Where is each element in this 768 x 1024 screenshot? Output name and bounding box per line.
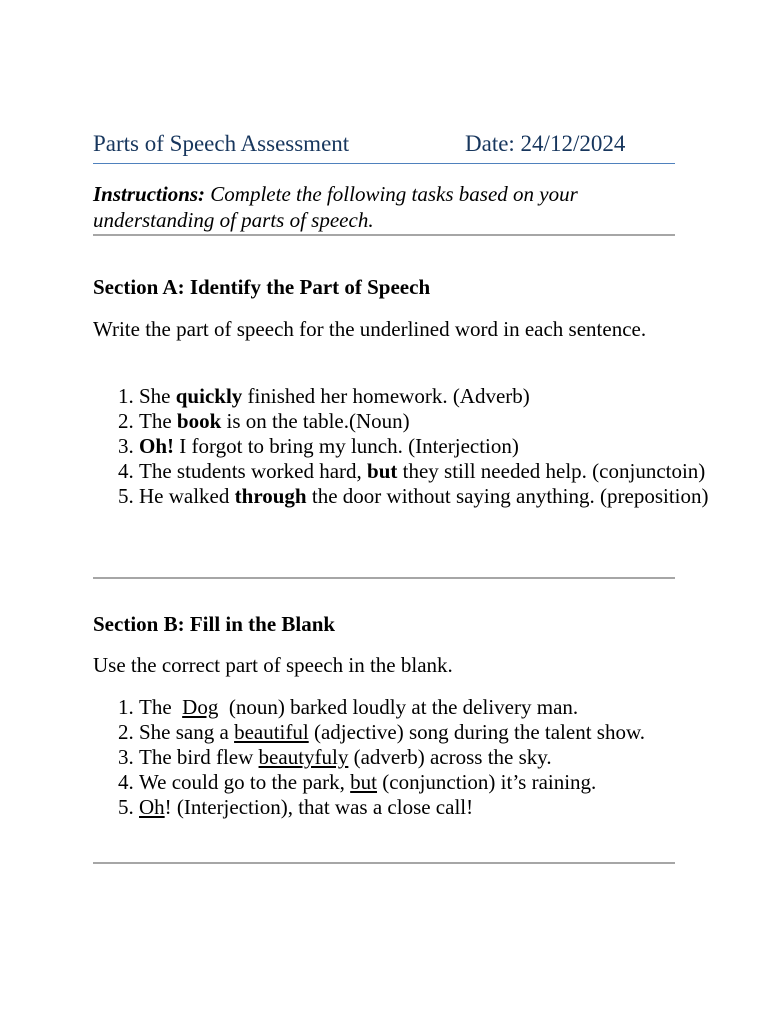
- section-divider: [93, 862, 675, 864]
- list-item: 2. The book is on the table.(Noun): [139, 409, 721, 434]
- target-word: through: [234, 484, 307, 508]
- section-a-list: [93, 384, 721, 509]
- list-item: 4. The students worked hard, but they still needed help. (conjunctoin): [139, 459, 721, 484]
- answer-word: beautiful: [234, 720, 309, 744]
- target-word: book: [176, 409, 222, 433]
- answer-word: Oh: [139, 795, 165, 819]
- instructions-label: Instructions:: [93, 182, 206, 206]
- list-item: 5. Oh! (Interjection), that was a close call!: [139, 795, 721, 820]
- target-word: quickly: [175, 384, 243, 408]
- list-item: 1. The Dog (noun) barked loudly at the delivery man.: [139, 695, 721, 720]
- instructions: [93, 181, 675, 236]
- page-title: Parts of Speech Assessment: [93, 131, 350, 156]
- list-item: 2. She sang a beautiful (adjective) song during the talent show.: [139, 720, 721, 745]
- assessment-date: Date: 24/12/2024: [465, 131, 626, 156]
- section-b-list: [93, 695, 721, 820]
- section-a-heading: Section A: Identify the Part of Speech: [93, 275, 431, 299]
- list-item: 4. We could go to the park, but (conjunction) it’s raining.: [139, 770, 721, 795]
- section-a-intro: Write the part of speech for the underlined word in each sentence.: [93, 317, 647, 341]
- answer-word: beautyfuly: [258, 745, 349, 769]
- answer-word: Dog: [182, 695, 219, 719]
- section-divider: [93, 577, 675, 579]
- section-b-intro: Use the correct part of speech in the blank.: [93, 653, 453, 677]
- list-item: 3. Oh! I forgot to bring my lunch. (Interjection): [139, 434, 721, 459]
- section-b-heading: Section B: Fill in the Blank: [93, 612, 336, 636]
- list-item: 5. He walked through the door without saying anything. (preposition): [139, 484, 721, 509]
- list-item: 3. The bird flew beautyfuly (adverb) across the sky.: [139, 745, 721, 770]
- title-row: [93, 130, 675, 164]
- list-item: 1. She quickly finished her homework. (Adverb): [139, 384, 721, 409]
- answer-word: but: [350, 770, 378, 794]
- target-word: Oh!: [139, 434, 175, 458]
- target-word: but: [367, 459, 398, 483]
- instructions-text: Complete the following tasks based on your understanding of parts of speech.: [93, 182, 578, 232]
